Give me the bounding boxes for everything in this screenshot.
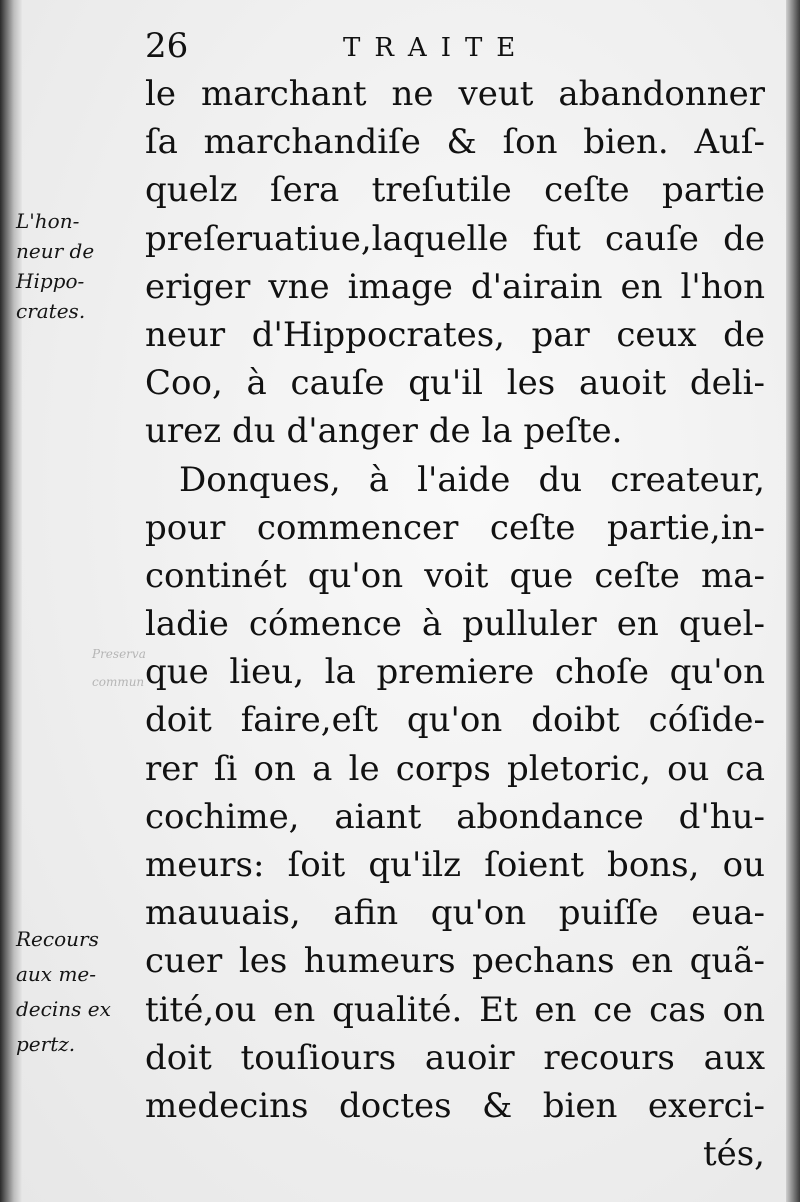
text-line: neur d'Hippocrates, par ceux de (145, 314, 765, 355)
margin-note-line: decins ex (16, 997, 111, 1021)
text-line: eriger vne image d'airain en l'hon (145, 266, 765, 307)
catchword: tés, (702, 1134, 765, 1175)
text-line: medecins doctes & bien exerci- (145, 1085, 765, 1126)
margin-note-line: Recours (16, 927, 99, 951)
text-line: quelz ſera treſutile ceſte partie (145, 170, 765, 211)
bleed-through-line: commun (92, 675, 145, 689)
margin-note-line: L'hon- (16, 209, 80, 233)
text-line: urez du d'anger de la peſte. (145, 411, 623, 452)
text-line: doit faire,eſt qu'on doibt cóſide- (145, 700, 765, 741)
margin-note-line: neur de (16, 239, 95, 263)
text-line: mauuais, afin qu'on puiſſe eua- (145, 893, 765, 934)
text-line: tité,ou en qualité. Et en ce cas on (145, 989, 765, 1030)
page-edge (786, 0, 800, 1202)
page-header (145, 26, 765, 70)
text-line: continét qu'on voit que ceſte ma- (145, 555, 765, 596)
page-number: 26 (145, 26, 189, 66)
bleed-through-line: Preserva (92, 647, 146, 661)
text-line: rer ſi on a le corps pletoric, ou ca (145, 748, 765, 789)
text-line: preſeruatiue,laquelle fut cauſe de (145, 218, 765, 259)
paragraph-start-line: Donques, à l'aide du createur, (179, 459, 765, 500)
text-line: cuer les humeurs pechans en quã- (145, 941, 765, 982)
text-line: que lieu, la premiere choſe qu'on (145, 652, 765, 693)
margin-note-line: crates. (16, 299, 86, 323)
margin-note-line: aux me- (16, 962, 96, 986)
text-line: Coo, à cauſe qu'il les auoit deli- (145, 363, 765, 404)
text-line: doit touſiours auoir recours aux (145, 1037, 765, 1078)
margin-note-line: Hippo- (16, 269, 85, 293)
text-line: le marchant ne veut abandonner (145, 74, 765, 114)
text-line: pour commencer ceſte partie,in- (145, 507, 765, 548)
margin-note-line: pertz. (16, 1032, 76, 1056)
text-line: ſa marchandiſe & ſon bien. Auſ- (145, 122, 765, 163)
running-title: TRAITE (343, 33, 530, 63)
body-text (145, 70, 765, 1178)
margin-note-honneur (16, 206, 126, 326)
text-line: meurs: ſoit qu'ilz ſoient bons, ou (145, 845, 765, 885)
bleed-through-text (92, 640, 146, 696)
text-line: cochime, aiant abondance d'hu- (145, 796, 765, 837)
text-line: ladie cómence à pulluler en quel- (145, 604, 765, 645)
margin-note-recours (16, 922, 126, 1062)
